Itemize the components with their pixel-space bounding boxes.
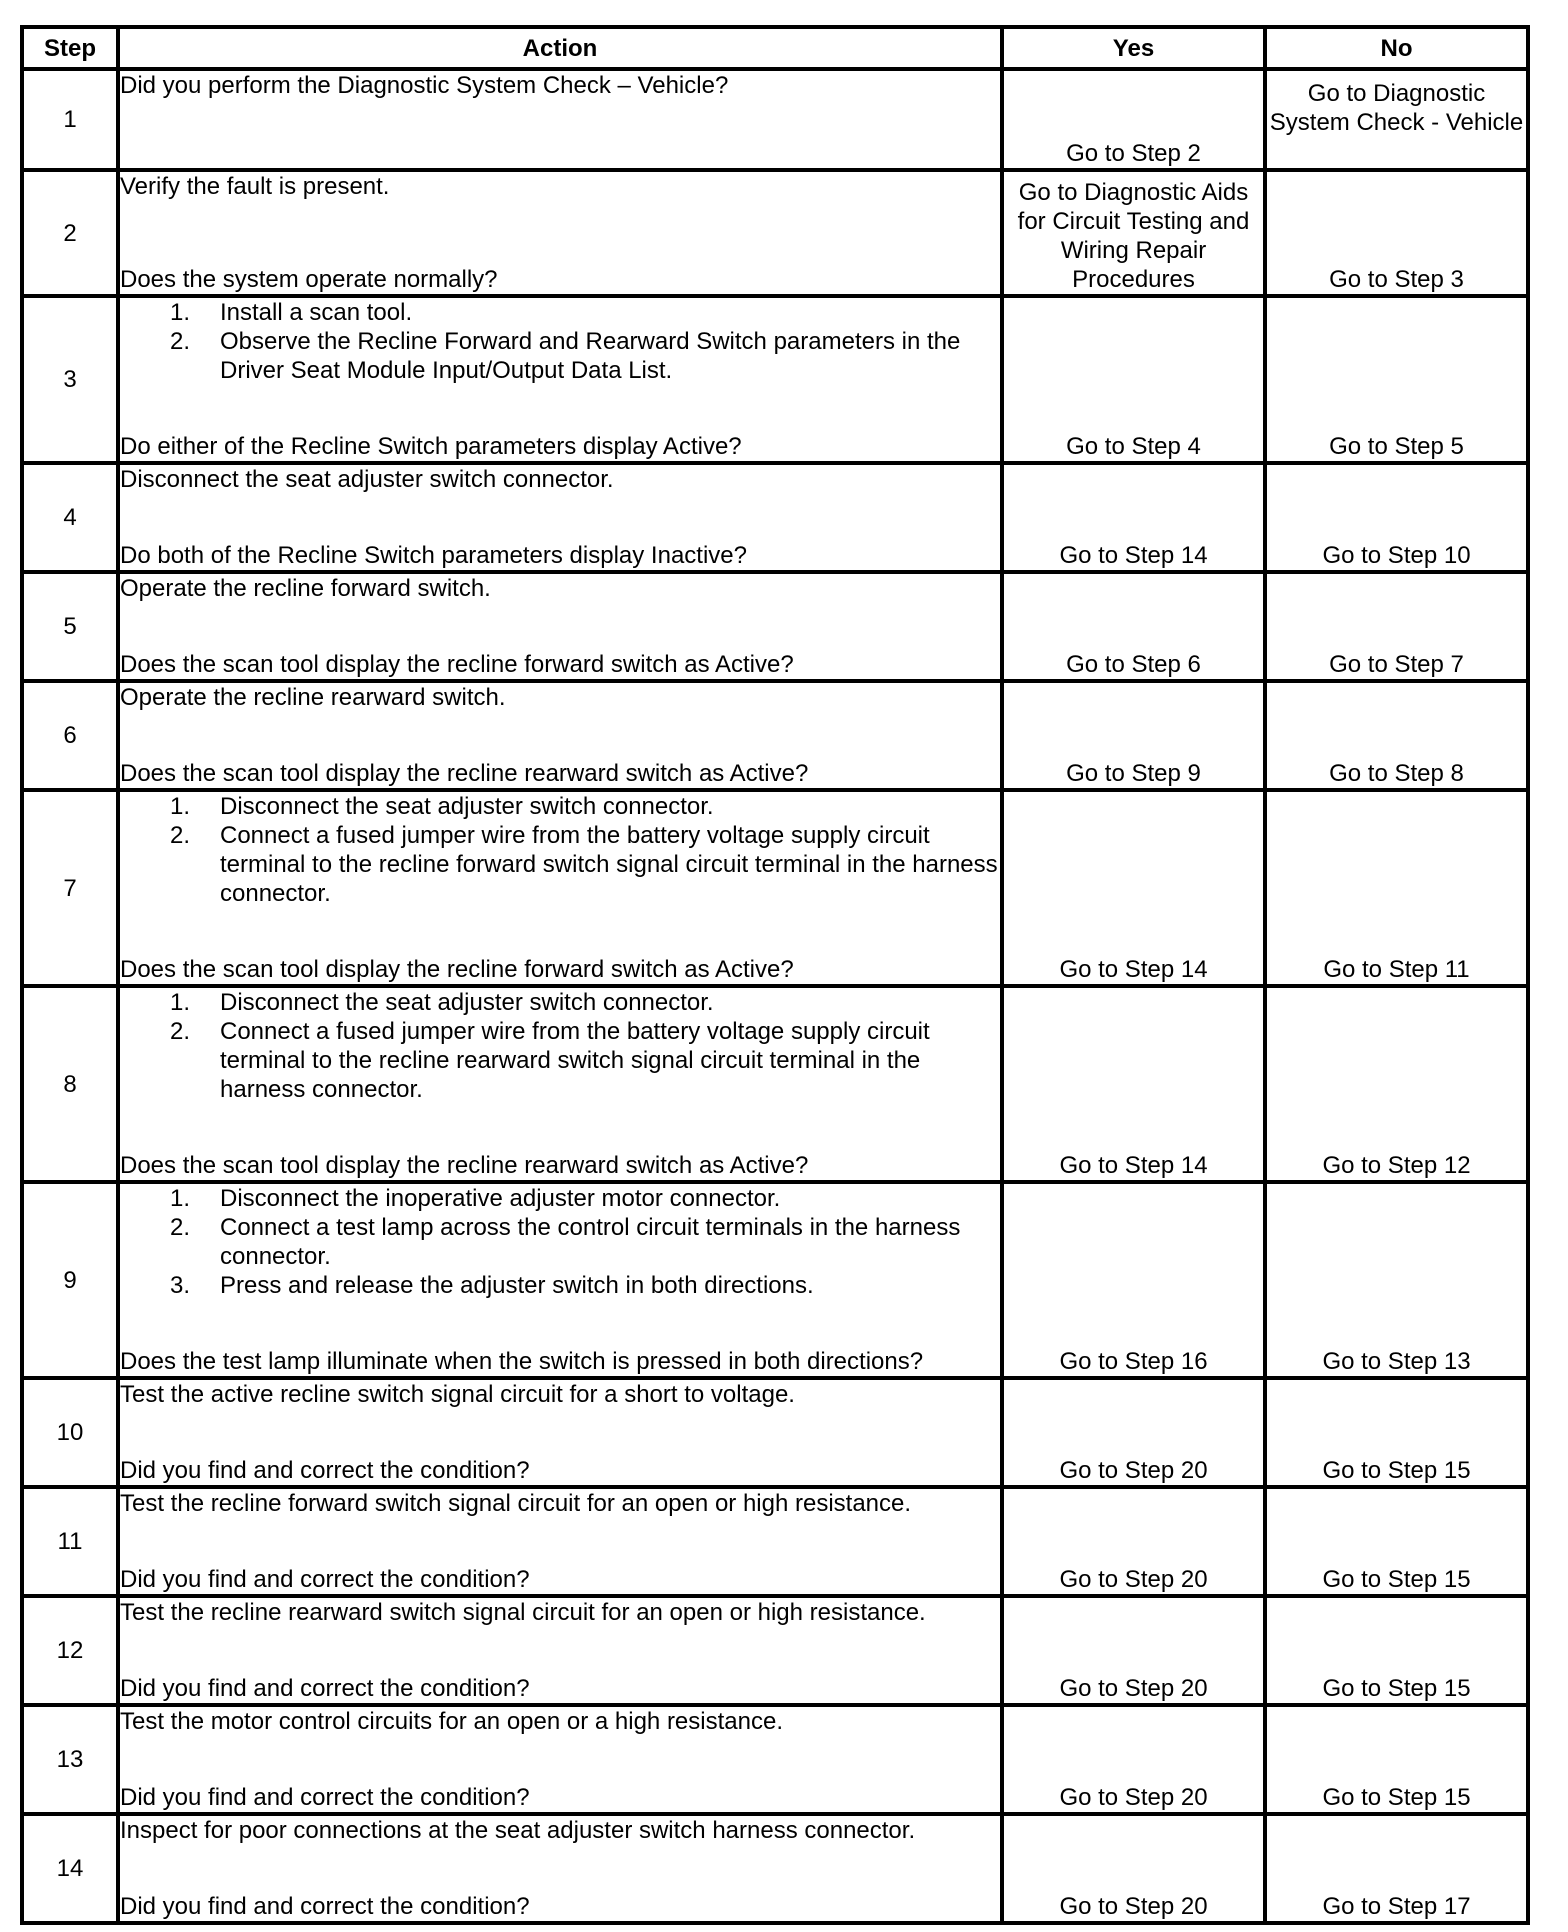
no-cell: Go to Diagnostic System Check - Vehicle: [1265, 69, 1528, 170]
substep-item: [120, 988, 1000, 1017]
step-number: 10: [22, 1378, 118, 1487]
substep-number: 2.: [170, 822, 191, 849]
action-content: [120, 683, 1000, 788]
step-number: 13: [22, 1705, 118, 1814]
table-row: [22, 463, 1528, 572]
substep-item: [120, 1271, 1000, 1300]
step-number: 5: [22, 572, 118, 681]
action-cell: [118, 296, 1002, 463]
action-instruction: Disconnect the seat adjuster switch connector.: [120, 466, 614, 493]
table-row: [22, 790, 1528, 986]
header-row: [22, 27, 1528, 69]
substep-list: [120, 1184, 1000, 1300]
table-row: [22, 681, 1528, 790]
action-question: Did you find and correct the condition?: [120, 1675, 530, 1702]
action-instructions: [120, 988, 1000, 1104]
yes-cell: Go to Step 20: [1002, 1487, 1265, 1596]
action-question: Does the scan tool display the recline rearward switch as Active?: [120, 1152, 809, 1179]
action-instructions: [120, 1707, 1000, 1736]
table-row: [22, 1596, 1528, 1705]
yes-cell: Go to Step 14: [1002, 463, 1265, 572]
action-question: Did you find and correct the condition?: [120, 1457, 530, 1484]
no-cell: Go to Step 7: [1265, 572, 1528, 681]
substep-number: 1.: [170, 1185, 191, 1212]
action-cell: [118, 1596, 1002, 1705]
substep-item: [120, 1184, 1000, 1213]
action-cell: [118, 572, 1002, 681]
action-cell: [118, 1705, 1002, 1814]
action-content: [120, 792, 1000, 984]
action-cell: [118, 681, 1002, 790]
yes-cell: Go to Step 9: [1002, 681, 1265, 790]
substep-number: 2.: [170, 1018, 191, 1045]
action-instruction: Operate the recline rearward switch.: [120, 684, 506, 711]
action-question: Did you find and correct the condition?: [120, 1893, 530, 1920]
no-cell: Go to Step 15: [1265, 1378, 1528, 1487]
yes-cell: Go to Step 20: [1002, 1814, 1265, 1923]
yes-cell: Go to Step 20: [1002, 1378, 1265, 1487]
substep-list: [120, 298, 1000, 385]
action-instructions: [120, 1489, 1000, 1518]
substep-text: Disconnect the seat adjuster switch connector.: [220, 793, 714, 820]
action-instructions: [120, 298, 1000, 385]
step-number: 2: [22, 170, 118, 296]
action-instructions: [120, 1598, 1000, 1627]
header-step: Step: [22, 27, 118, 69]
action-instructions: [120, 1184, 1000, 1300]
action-instructions: [120, 792, 1000, 908]
action-cell: [118, 463, 1002, 572]
step-number: 11: [22, 1487, 118, 1596]
table-row: [22, 986, 1528, 1182]
yes-cell: Go to Step 20: [1002, 1596, 1265, 1705]
action-cell: [118, 1487, 1002, 1596]
yes-cell: Go to Step 14: [1002, 986, 1265, 1182]
action-content: [120, 172, 1000, 294]
action-content: [120, 574, 1000, 679]
table-row: [22, 1814, 1528, 1923]
substep-text: Connect a fused jumper wire from the battery voltage supply circuit terminal to the recline rearward switch signal circuit terminal in the harness connector.: [220, 1018, 930, 1103]
action-question: Does the scan tool display the recline rearward switch as Active?: [120, 760, 809, 787]
substep-text: Disconnect the inoperative adjuster motor connector.: [220, 1185, 781, 1212]
action-content: [120, 1380, 1000, 1485]
step-number: 7: [22, 790, 118, 986]
table-row: [22, 69, 1528, 170]
step-number: 12: [22, 1596, 118, 1705]
no-cell: Go to Step 13: [1265, 1182, 1528, 1378]
action-cell: [118, 1182, 1002, 1378]
step-number: 14: [22, 1814, 118, 1923]
table-row: [22, 170, 1528, 296]
action-content: [120, 298, 1000, 461]
header-action: Action: [118, 27, 1002, 69]
table-row: [22, 1378, 1528, 1487]
table-row: [22, 1182, 1528, 1378]
action-instructions: [120, 574, 1000, 603]
substep-item: [120, 1213, 1000, 1271]
action-instruction: Operate the recline forward switch.: [120, 575, 491, 602]
no-cell: Go to Step 10: [1265, 463, 1528, 572]
action-content: [120, 1816, 1000, 1921]
action-question: Did you find and correct the condition?: [120, 1566, 530, 1593]
action-instruction: Verify the fault is present.: [120, 173, 390, 200]
action-content: [120, 1489, 1000, 1594]
table-row: [22, 572, 1528, 681]
substep-item: [120, 821, 1000, 908]
action-instruction: Test the active recline switch signal circuit for a short to voltage.: [120, 1381, 795, 1408]
action-content: [120, 1707, 1000, 1812]
substep-list: [120, 988, 1000, 1104]
action-cell: [118, 69, 1002, 170]
action-instructions: [120, 71, 1000, 100]
no-cell: Go to Step 17: [1265, 1814, 1528, 1923]
table-row: [22, 296, 1528, 463]
step-number: 3: [22, 296, 118, 463]
step-number: 9: [22, 1182, 118, 1378]
diagnostic-table: [20, 25, 1530, 1925]
table-row: [22, 1487, 1528, 1596]
substep-text: Install a scan tool.: [220, 299, 413, 326]
substep-item: [120, 1017, 1000, 1104]
action-instruction: Test the recline rearward switch signal circuit for an open or high resistance.: [120, 1599, 926, 1626]
yes-cell: Go to Step 14: [1002, 790, 1265, 986]
action-instructions: [120, 465, 1000, 494]
yes-cell: Go to Step 16: [1002, 1182, 1265, 1378]
action-instruction: Test the recline forward switch signal circuit for an open or high resistance.: [120, 1490, 912, 1517]
action-question: Did you find and correct the condition?: [120, 1784, 530, 1811]
substep-number: 2.: [170, 1214, 191, 1241]
yes-cell: Go to Step 20: [1002, 1705, 1265, 1814]
action-content: [120, 1184, 1000, 1376]
step-number: 1: [22, 69, 118, 170]
step-number: 4: [22, 463, 118, 572]
no-cell: Go to Step 12: [1265, 986, 1528, 1182]
no-cell: Go to Step 3: [1265, 170, 1528, 296]
substep-text: Press and release the adjuster switch in both directions.: [220, 1272, 814, 1299]
action-content: [120, 1598, 1000, 1703]
substep-item: [120, 327, 1000, 385]
action-content: [120, 988, 1000, 1180]
no-cell: Go to Step 5: [1265, 296, 1528, 463]
substep-number: 3.: [170, 1272, 191, 1299]
table-body: [22, 69, 1528, 1923]
substep-text: Connect a fused jumper wire from the battery voltage supply circuit terminal to the recline forward switch signal circuit terminal in the harness connector.: [220, 822, 998, 907]
action-cell: [118, 790, 1002, 986]
action-content: [120, 465, 1000, 570]
substep-number: 1.: [170, 989, 191, 1016]
action-question: Does the scan tool display the recline forward switch as Active?: [120, 651, 794, 678]
yes-cell: Go to Diagnostic Aids for Circuit Testing and Wiring Repair Procedures: [1002, 170, 1265, 296]
step-number: 6: [22, 681, 118, 790]
action-question: Does the test lamp illuminate when the switch is pressed in both directions?: [120, 1348, 924, 1375]
action-instructions: [120, 1380, 1000, 1409]
action-instructions: [120, 683, 1000, 712]
action-instruction: Did you perform the Diagnostic System Check – Vehicle?: [120, 72, 729, 99]
action-content: [120, 71, 1000, 168]
action-cell: [118, 986, 1002, 1182]
substep-item: [120, 792, 1000, 821]
action-instructions: [120, 1816, 1000, 1845]
substep-text: Connect a test lamp across the control circuit terminals in the harness connector.: [220, 1214, 961, 1270]
no-cell: Go to Step 15: [1265, 1596, 1528, 1705]
no-cell: Go to Step 15: [1265, 1705, 1528, 1814]
header-no: No: [1265, 27, 1528, 69]
action-cell: [118, 1814, 1002, 1923]
substep-number: 1.: [170, 793, 191, 820]
yes-cell: Go to Step 2: [1002, 69, 1265, 170]
substep-text: Observe the Recline Forward and Rearward Switch parameters in the Driver Seat Module Input/Output Data List.: [220, 328, 961, 384]
table-row: [22, 1705, 1528, 1814]
action-instructions: [120, 172, 1000, 201]
substep-item: [120, 298, 1000, 327]
step-number: 8: [22, 986, 118, 1182]
action-question: Do either of the Recline Switch parameters display Active?: [120, 433, 742, 460]
substep-number: 1.: [170, 299, 191, 326]
action-question: Do both of the Recline Switch parameters display Inactive?: [120, 542, 747, 569]
action-instruction: Inspect for poor connections at the seat adjuster switch harness connector.: [120, 1817, 916, 1844]
yes-cell: Go to Step 6: [1002, 572, 1265, 681]
action-instruction: Test the motor control circuits for an open or a high resistance.: [120, 1708, 783, 1735]
action-cell: [118, 170, 1002, 296]
substep-number: 2.: [170, 328, 191, 355]
action-cell: [118, 1378, 1002, 1487]
action-question: Does the system operate normally?: [120, 266, 498, 293]
no-cell: Go to Step 8: [1265, 681, 1528, 790]
substep-list: [120, 792, 1000, 908]
action-question: Does the scan tool display the recline forward switch as Active?: [120, 956, 794, 983]
substep-text: Disconnect the seat adjuster switch connector.: [220, 989, 714, 1016]
no-cell: Go to Step 11: [1265, 790, 1528, 986]
yes-cell: Go to Step 4: [1002, 296, 1265, 463]
no-cell: Go to Step 15: [1265, 1487, 1528, 1596]
header-yes: Yes: [1002, 27, 1265, 69]
